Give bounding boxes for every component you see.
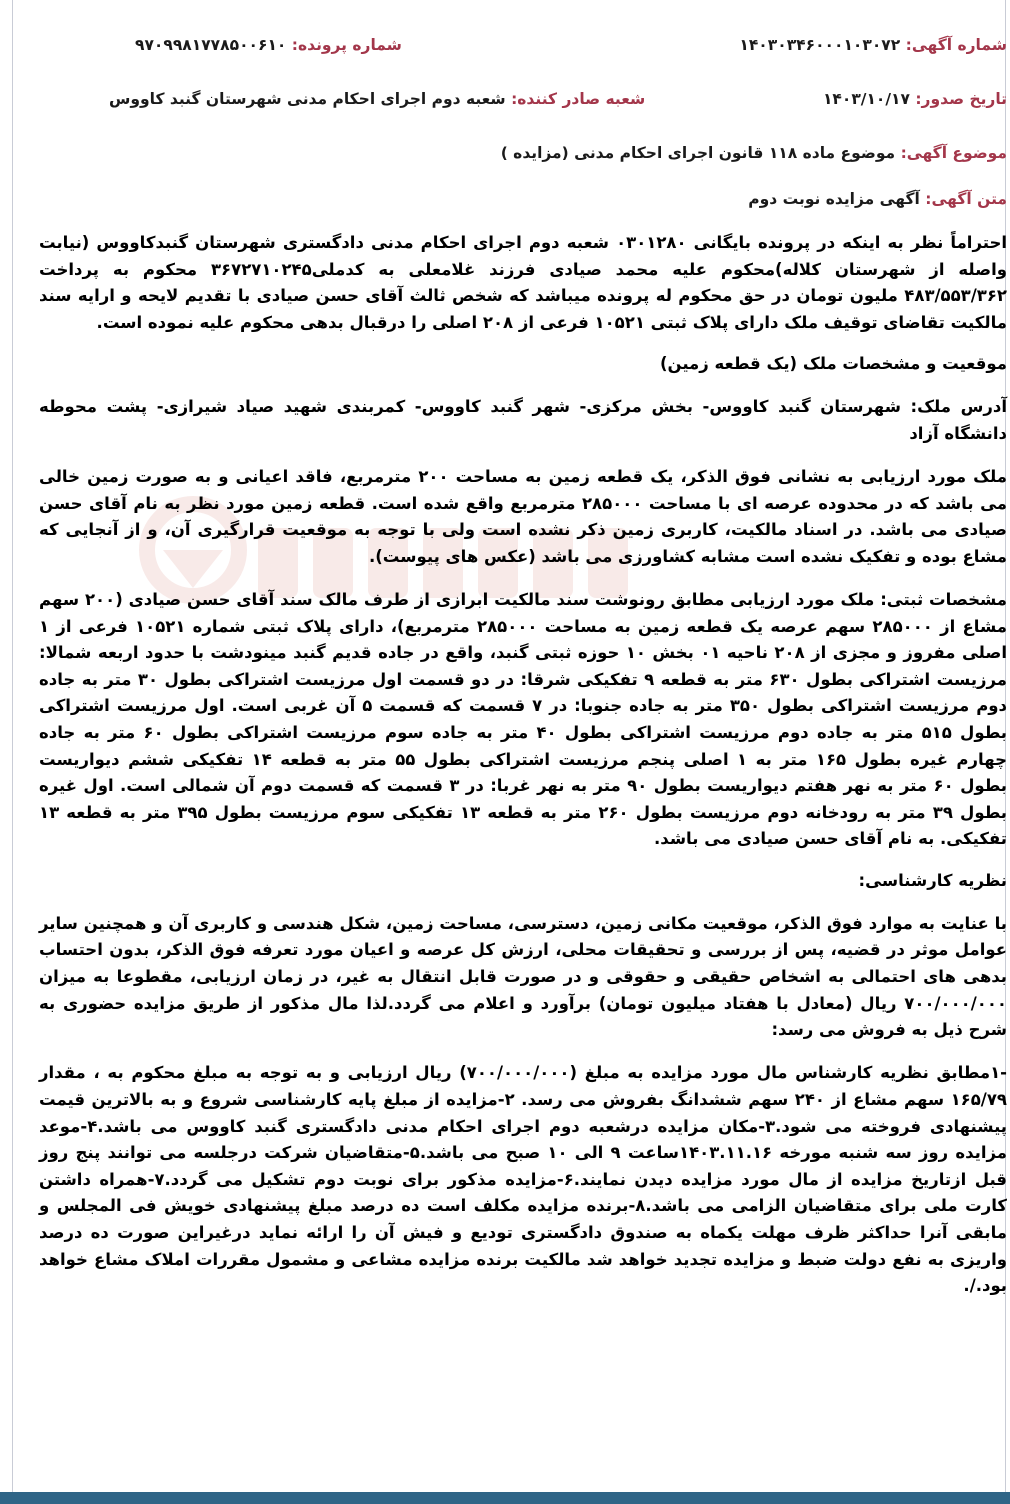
header-row-numbers: [39, 36, 1007, 66]
location-title: موقعیت و مشخصات ملک (یک قطعه زمین): [659, 354, 1007, 374]
case-number: [135, 36, 402, 66]
bottom-bar: [0, 1492, 1010, 1504]
issuer-label: شعبه صادر کننده:: [511, 90, 646, 108]
issuer: [109, 90, 645, 120]
case-number-label: شماره پرونده:: [291, 36, 402, 54]
header-row-date-issuer: [39, 90, 1007, 120]
ad-number-label: شماره آگهی:: [905, 36, 1007, 54]
issue-date: [823, 90, 1007, 120]
ad-number-value: ۱۴۰۳۰۳۴۶۰۰۰۱۰۳۰۷۲: [739, 36, 901, 54]
registration-paragraph: مشخصات ثبتی: ملک مورد ارزیابی مطابق رونوشت سند مالکیت ابرازی از طرف مالک سند آقای حسن صیادی (۲۰۰ سهم مشاع از ۲۸۵۰۰۰ سهم عرصه یک قطعه زمین به مساحت ۲۸۵۰۰۰ مترمربع)، دارای پلاک ثبتی شماره ۱۰۵۲۱ فرعی از ۱ اصلی مفروز و مجزی از ۲۰۸ ناحیه ۰۱ بخش ۱۰ حوزه ثبتی گنبد، واقع در جاده قدیم گنبد مینودشت با حدود اربعه شمالا: مرزیست اشتراکی بطول ۶۳۰ متر به قطعه ۹ تفکیکی شرقا: در دو قسمت اول مرزیست اشتراکی بطول ۳۰ متر به جاده دوم مرزیست اشتراکی بطول ۳۵۰ متر به جاده جنوبا: در ۷ قسمت که قسمت ۵ آن غربی است. اول مرزیست اشتراکی بطول ۵۱۵ متر به جاده دوم مرزیست اشتراکی بطول ۴۰ متر به جاده سوم مرزیست اشتراکی بطول ۶۰ متر به جاده چهارم غیره بطول ۱۶۵ متر به ۱ اصلی پنجم مرزیست اشتراکی بطول ۵۵ متر به قطعه ۱۴ تفکیکی ششم دیواریست بطول ۶۰ متر به نهر هفتم دیواریست بطول ۹۰ متر به نهر غربا: در ۳ قسمت که قسمت دوم آن شمالی است. اول غیره بطول ۳۹ متر به رودخانه دوم مرزیست بطول ۲۶۰ متر به قطعه ۱۳ تفکیکی سوم مرزیست بطول ۳۹۵ متر به قطعه ۱۳ تفکیکی. به نام آقای حسن صیادی می باشد.: [39, 589, 1008, 849]
address-paragraph: آدرس ملک: شهرستان گنبد کاووس- بخش مرکزی- شهر گنبد کاووس- کمربندی شهید صیاد شیرازی- پشت محوطه دانشگاه آزاد: [39, 397, 1007, 443]
subject-value: موضوع ماده ۱۱۸ قانون اجرای احکام مدنی (مزایده ): [500, 144, 896, 162]
ad-text-heading: [39, 190, 1007, 218]
document-page: [12, 0, 1006, 1492]
ad-text-value: آگهی مزایده نوبت دوم: [748, 190, 920, 208]
issue-date-value: ۱۴۰۳/۱۰/۱۷: [822, 90, 910, 108]
ad-text-label: متن آگهی:: [925, 190, 1007, 208]
description-paragraph: ملک مورد ارزیابی به نشانی فوق الذکر، یک قطعه زمین به مساحت ۲۰۰ مترمربع، فاقد اعیانی و به صورت زمین خالی می باشد که در محدوده عرصه ای با مساحت ۲۸۵۰۰۰ مترمربع واقع شده است. قطعه زمین مورد نظر به نام آقای حسن صیادی می باشد. در اسناد مالکیت، کاربری زمین ذکر نشده است ولی با توجه به موقعیت قرارگیری آن، و از آنجایی که مشاع بوده و تفکیک نشده است مشابه کشاورزی می باشد (عکس های پیوست).: [39, 467, 1007, 566]
ad-number: [739, 36, 1007, 66]
expert-title: نظریه کارشناسی:: [858, 870, 1007, 890]
case-number-value: ۹۷۰۹۹۸۱۷۷۸۵۰۰۶۱۰: [135, 36, 287, 54]
document-content: [39, 36, 1007, 1316]
intro-paragraph: احتراماً نظر به اینکه در پرونده بایگانی ۰۳۰۱۲۸۰ شعبه دوم اجرای احکام مدنی دادگستری شهرستان گنبدکاووس (نیابت واصله از شهرستان کلاله)محکوم علیه محمد صیادی فرزند غلامعلی به کدملی۳۶۷۲۷۱۰۲۴۵ محکوم به پرداخت ۴۸۳/۵۵۳/۳۶۲ ملیون تومان در حق محکوم له پرونده میباشد که شخص ثالث آقای حسن صیادی با تقدیم لایحه و ارایه سند مالکیت تقاضای توقیف ملک دارای پلاک ثبتی ۱۰۵۲۱ فرعی از ۲۰۸ اصلی را درقبال بدهی محکوم علیه نموده است.: [39, 233, 1007, 332]
issue-date-label: تاریخ صدور:: [915, 90, 1007, 108]
subject: [39, 144, 1007, 172]
subject-label: موضوع آگهی:: [900, 144, 1007, 162]
issuer-value: شعبه دوم اجرای احکام مدنی شهرستان گنبد کاووس: [109, 90, 506, 108]
terms-paragraph: -۱مطابق نظریه کارشناس مال مورد مزایده به مبلغ (۷۰۰/۰۰۰/۰۰۰) ریال ارزیابی و به توجه به مبلغ محکوم به ، مقدار ۱۶۵/۷۹ سهم مشاع از ۲۴۰ سهم ششدانگ بفروش می رسد. ۲-مزایده از مبلغ پایه کارشناسی شروع و به بالاترین قیمت پیشنهادی فروخته می شود.۳-مکان مزایده درشعبه دوم اجرای احکام مدنی دادگستری گنبد کاووس می باشد.۴-موعد مزایده روز سه شنبه مورخه ۱۴۰۳.۱۱.۱۶ساعت ۹ الی ۱۰ صبح می باشد.۵-متقاضیان شرکت درجلسه می توانند پنج روز قبل ازتاریخ مزایده از مال مورد مزایده دیدن نمایند.۶-مزایده مذکور برای نوبت دوم تشکیل می گردد.۷-همراه داشتن کارت ملی برای متقاضیان الزامی می باشد.۸-برنده مزایده مکلف است ده درصد مبلغ پیشنهادی خویش فی المجلس و مابقی آنرا حداکثر ظرف مهلت یکماه به صندوق دادگستری تودیع و فیش آن را ارائه نماید درغیراین صورت ده درصد واریزی به نفع دولت ضبط و مزایده تجدید خواهد شد مالکیت برنده مزایده مشاعی و مشمول مقررات املاک مشاع خواهد بود./.: [39, 1063, 1008, 1296]
expert-paragraph: با عنایت به موارد فوق الذکر، موقعیت مکانی زمین، دسترسی، مساحت زمین، شکل هندسی و کاربری آن و همچنین سایر عوامل موثر در قضیه، پس از بررسی و تحقیقات محلی، ارزش کل عرصه و اعیان مورد تعرفه فوق الذکر، بدون احتساب بدهی های احتمالی به اشخاص حقیقی و حقوقی و در صورت قابل انتقال به غیر، در زمان ارزیابی، مقطوعا به میزان ۷۰۰/۰۰۰/۰۰۰ ریال (معادل با هفتاد میلیون تومان) برآورد و اعلام می گردد.لذا مال مذکور از طریق مزایده حضوری به شرح ذیل به فروش می رسد:: [39, 913, 1007, 1040]
